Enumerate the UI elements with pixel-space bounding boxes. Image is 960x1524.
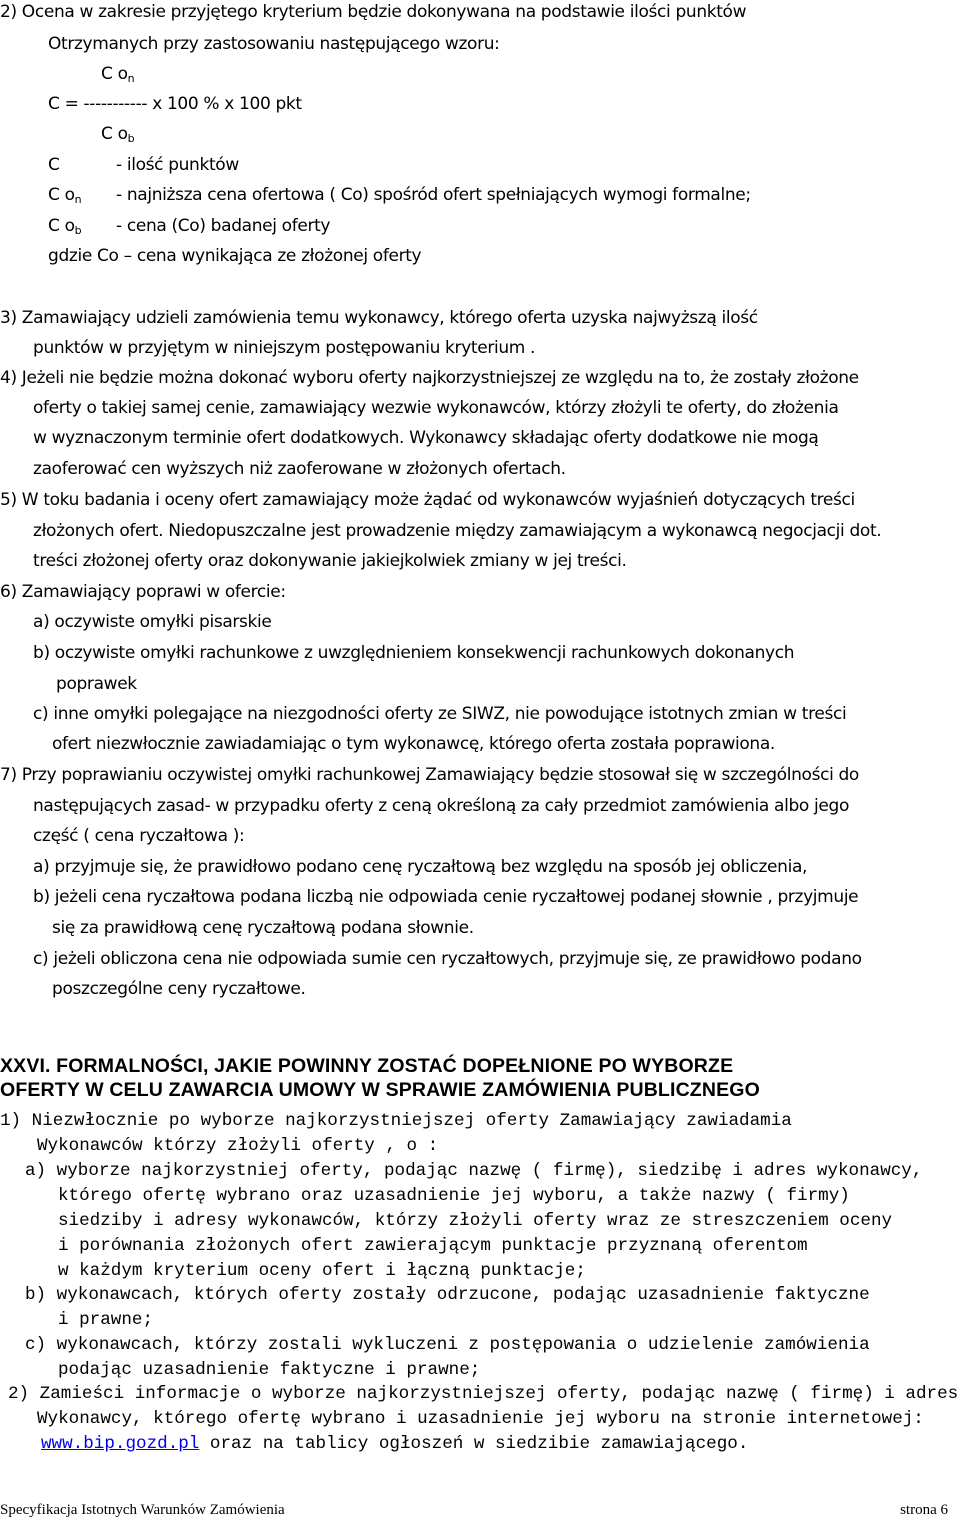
sec6-item-b-cont: poprawek bbox=[56, 674, 137, 694]
definition-con-text: - najniższa cena ofertowa ( Co) spośród ofert spełniających wymogi formalne; bbox=[116, 185, 751, 205]
sec7-line-2: następujących zasad- w przypadku oferty z ceną określoną za cały przedmiot zamówienia albo jego bbox=[33, 796, 849, 816]
section-heading-line-2: OFERTY W CELU ZAWARCIA UMOWY W SPRAWIE ZAMÓWIENIA PUBLICZNEGO bbox=[0, 1079, 760, 1101]
formula-numerator-symbol: C o bbox=[101, 64, 128, 84]
xxvi-item-1a-cont-3: i porównania złożonych ofert zawierającym punktacje przyznaną oferentom bbox=[58, 1236, 808, 1256]
formula-main: C = ----------- x 100 % x 100 pkt bbox=[48, 94, 302, 114]
sec7-line-3: część ( cena ryczałtowa ): bbox=[33, 826, 245, 846]
definition-con-symbol bbox=[48, 185, 81, 205]
sec2-line-2: Otrzymanych przy zastosowaniu następującego wzoru: bbox=[48, 34, 500, 54]
formula-numerator bbox=[101, 64, 134, 84]
xxvi-item-1b-cont: i prawne; bbox=[58, 1310, 154, 1330]
sec6-line-1: 6) Zamawiający poprawi w ofercie: bbox=[0, 582, 286, 602]
sec6-item-c-cont: ofert niezwłocznie zawiadamiając o tym wykonawcę, którego oferta została poprawiona. bbox=[52, 734, 775, 754]
xxvi-item-1a-cont-4: w każdym kryterium oceny ofert i łączną punktacje; bbox=[58, 1261, 586, 1281]
sec7-item-b-cont: się za prawidłową cenę ryczałtową podana słownie. bbox=[52, 918, 474, 938]
xxvi-item-2: 2) Zamieści informacje o wyborze najkorzystniejszej oferty, podając nazwę ( firmę) i adres bbox=[8, 1384, 959, 1404]
definition-co-note: gdzie Co – cena wynikająca ze złożonej oferty bbox=[48, 246, 422, 266]
sec4-line-2: oferty o takiej samej cenie, zamawiający wezwie wykonawców, którzy złożyli te oferty, do złożenia bbox=[33, 398, 839, 418]
sec7-line-1: 7) Przy poprawianiu oczywistej omyłki rachunkowej Zamawiający będzie stosował się w szczególności do bbox=[0, 765, 859, 785]
sec5-line-2: złożonych ofert. Niedopuszczalne jest prowadzenie między zamawiającym a wykonawcą negocjacji dot. bbox=[33, 521, 882, 541]
formula-numerator-sub: n bbox=[127, 72, 135, 85]
section-heading-line-1: XXVI. FORMALNOŚCI, JAKIE POWINNY ZOSTAĆ DOPEŁNIONE PO WYBORZE bbox=[0, 1055, 734, 1077]
sec3-line-1: 3) Zamawiający udzieli zamówienia temu wykonawcy, którego oferta uzyska najwyższą ilość bbox=[0, 308, 758, 328]
bip-website-link[interactable]: www.bip.gozd.pl bbox=[41, 1434, 200, 1454]
sec2-line-1: 2) Ocena w zakresie przyjętego kryterium będzie dokonywana na podstawie ilości punktów bbox=[0, 2, 747, 22]
definition-cob-symbol bbox=[48, 216, 81, 236]
xxvi-item-1a-cont-1: którego ofertę wybrano oraz uzasadnienie jej wyboru, a także nazwy ( firmy) bbox=[58, 1186, 850, 1206]
footer-page-number: strona 6 bbox=[900, 1502, 948, 1518]
sec5-line-3: treści złożonej oferty oraz dokonywanie jakiejkolwiek zmiany w jej treści. bbox=[33, 551, 627, 571]
footer-document-title: Specyfikacja Istotnych Warunków Zamówienia bbox=[0, 1502, 285, 1518]
sec7-item-c: c) jeżeli obliczona cena nie odpowiada sumie cen ryczałtowych, przyjmuje się, ze prawidłowo podano bbox=[33, 949, 862, 969]
definition-con-sub: n bbox=[74, 193, 82, 206]
formula-denominator-sub: b bbox=[127, 132, 135, 145]
formula-denominator bbox=[101, 124, 134, 144]
sec7-item-b: b) jeżeli cena ryczałtowa podana liczbą nie odpowiada cenie ryczałtowej podanej słownie , przyjmuje bbox=[33, 887, 859, 907]
definition-cob-text: - cena (Co) badanej oferty bbox=[116, 216, 331, 236]
sec6-item-b: b) oczywiste omyłki rachunkowe z uwzględnieniem konsekwencji rachunkowych dokonanych bbox=[33, 643, 795, 663]
xxvi-item-1a: a) wyborze najkorzystniej oferty, podając nazwę ( firmę), siedzibę i adres wykonawcy, bbox=[25, 1161, 923, 1181]
formula-denominator-symbol: C o bbox=[101, 124, 128, 144]
sec6-item-a: a) oczywiste omyłki pisarskie bbox=[33, 612, 272, 632]
sec4-line-3: w wyznaczonym terminie ofert dodatkowych. Wykonawcy składając oferty dodatkowe nie mogą bbox=[33, 428, 819, 448]
definition-cob-sub: b bbox=[74, 224, 82, 237]
xxvi-item-1c-cont: podając uzasadnienie faktyczne i prawne; bbox=[58, 1360, 481, 1380]
xxvi-item-1: 1) Niezwłocznie po wyborze najkorzystniejszej oferty Zamawiający zawiadamia bbox=[0, 1111, 792, 1131]
xxvi-item-2-last-line bbox=[41, 1434, 748, 1454]
sec6-item-c: c) inne omyłki polegające na niezgodności oferty ze SIWZ, nie powodujące istotnych zmian w treści bbox=[33, 704, 847, 724]
xxvi-item-1c: c) wykonawcach, którzy zostali wykluczeni z postępowania o udzielenie zamówienia bbox=[25, 1335, 870, 1355]
definition-c-text: - ilość punktów bbox=[116, 155, 239, 175]
after-link-text: oraz na tablicy ogłoszeń w siedzibie zamawiającego. bbox=[199, 1434, 749, 1454]
definition-con-letter: C o bbox=[48, 185, 75, 205]
definition-cob-letter: C o bbox=[48, 216, 75, 236]
xxvi-item-2-cont: Wykonawcy, którego ofertę wybrano i uzasadnienie jej wyboru na stronie internetowej: bbox=[37, 1409, 924, 1429]
xxvi-item-1b: b) wykonawcach, których oferty zostały odrzucone, podając uzasadnienie faktyczne bbox=[25, 1285, 870, 1305]
sec4-line-1: 4) Jeżeli nie będzie można dokonać wyboru oferty najkorzystniejszej ze względu na to, że zostały złożone bbox=[0, 368, 859, 388]
sec4-line-4: zaoferować cen wyższych niż zaoferowane w złożonych ofertach. bbox=[33, 459, 566, 479]
xxvi-item-1-cont: Wykonawców którzy złożyli oferty , o : bbox=[37, 1136, 439, 1156]
sec3-line-2: punktów w przyjętym w niniejszym postępowaniu kryterium . bbox=[33, 338, 536, 358]
sec7-item-c-cont: poszczególne ceny ryczałtowe. bbox=[52, 979, 306, 999]
sec5-line-1: 5) W toku badania i oceny ofert zamawiający może żądać od wykonawców wyjaśnień dotyczących treści bbox=[0, 490, 855, 510]
sec7-item-a: a) przyjmuje się, że prawidłowo podano cenę ryczałtową bez względu na sposób jej obliczenia, bbox=[33, 857, 808, 877]
xxvi-item-1a-cont-2: siedziby i adresy wykonawców, którzy złożyli oferty wraz ze streszczeniem oceny bbox=[58, 1211, 893, 1231]
definition-c-symbol: C bbox=[48, 155, 60, 175]
